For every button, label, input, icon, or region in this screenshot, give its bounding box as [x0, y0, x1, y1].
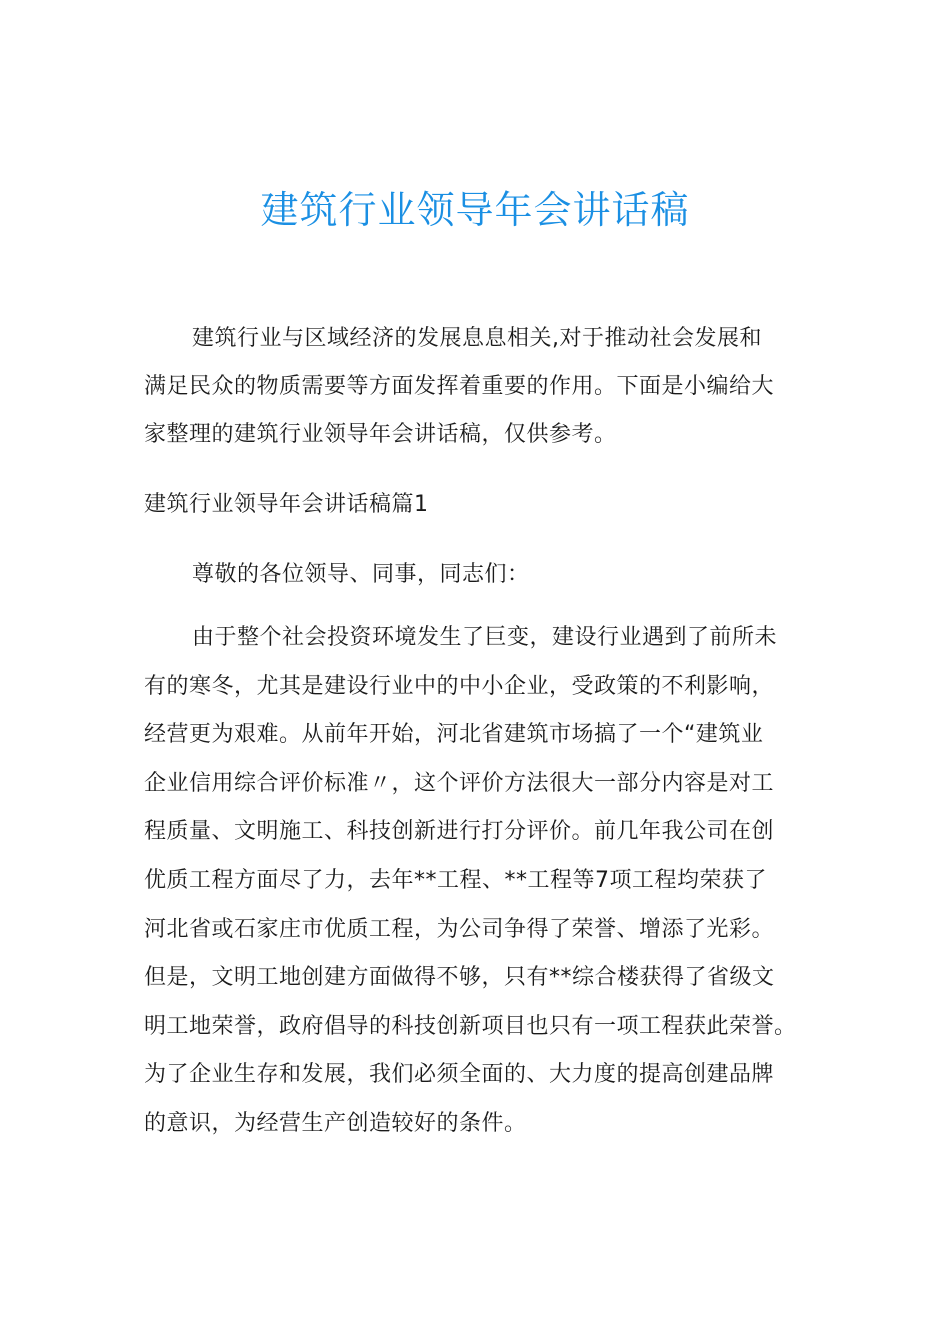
paragraph-line: 尊敬的各位领导、同事，同志们： — [192, 562, 530, 587]
paragraph-line: 有的寒冬，尤其是建设行业中的中小企业，受政策的不利影响， — [144, 673, 775, 699]
paragraph-line: 的意识，为经营生产创造较好的条件。 — [144, 1110, 527, 1136]
body-paragraph — [144, 614, 824, 1149]
section-heading: 建筑行业领导年会讲话稿篇1 — [144, 492, 429, 517]
paragraph-line: 由于整个社会投资环境发生了巨变，建设行业遇到了前所未 — [192, 625, 778, 650]
intro-paragraph — [144, 315, 824, 459]
paragraph-line: 河北省或石家庄市优质工程，为公司争得了荣誉、增添了光彩。 — [144, 916, 775, 942]
document-title: 建筑行业领导年会讲话稿 — [260, 188, 690, 232]
paragraph-line: 经营更为艰难。从前年开始，河北省建筑市场搞了一个“建筑业 — [144, 722, 764, 748]
paragraph-line: 程质量、文明施工、科技创新进行打分评价。前几年我公司在创 — [144, 819, 775, 845]
greeting-line — [144, 551, 824, 599]
paragraph-line: 明工地荣誉，政府倡导的科技创新项目也只有一项工程获此荣誉。 — [144, 1013, 797, 1039]
paragraph-line: 优质工程方面尽了力，去年**工程、**工程等7项工程均荣获了 — [144, 867, 767, 893]
paragraph-line: 企业信用综合评价标准〃，这个评价方法很大一部分内容是对工 — [144, 770, 775, 796]
paragraph-line: 满足民众的物质需要等方面发挥着重要的作用。下面是小编给大 — [144, 374, 775, 399]
paragraph-line: 建筑行业与区域经济的发展息息相关,对于推动社会发展和 — [192, 326, 762, 351]
paragraph-line: 但是，文明工地创建方面做得不够，只有**综合楼获得了省级文 — [144, 965, 775, 991]
paragraph-line: 家整理的建筑行业领导年会讲话稿，仅供参考。 — [144, 422, 617, 447]
paragraph-line: 为了企业生存和发展，我们必须全面的、大力度的提高创建品牌 — [144, 1062, 775, 1088]
